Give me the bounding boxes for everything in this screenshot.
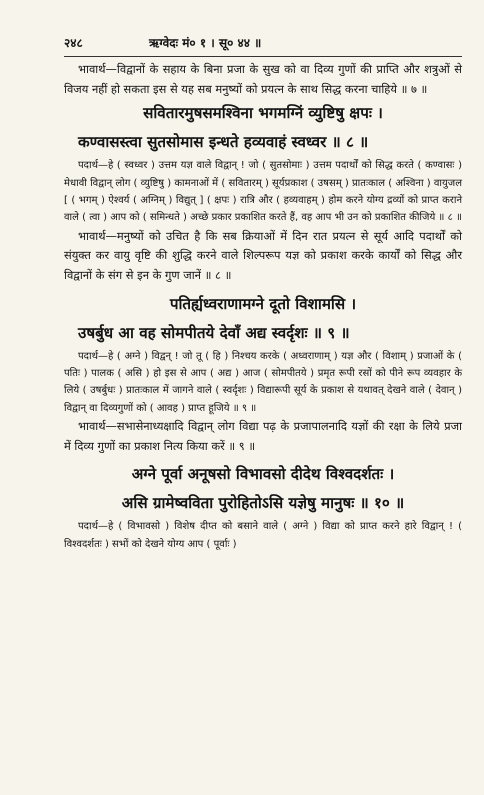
padartha-10: पदार्थ—हे ( विभावसो ) विशेष दीप्त को बसाने वाले ( अग्ने ) विद्या को प्राप्त करने हारे विद्वान् ! ( विश्वदर्शतः ) सभों को देखने योग्य आप ( पूर्वाः ) (64, 521, 462, 550)
bhavartha-8: भावार्थ—मनुष्यों को उचित है कि सब क्रियाओं में दिन रात प्रयत्न से सूर्य आदि पदार्थों को संयुक्त कर वायु वृष्टि की शुद्धि करने वाले शिल्परूप यज्ञ को प्रकाश करके कार्यों को सिद्ध और विद्वानों के संग से इन के गुण जानें ॥ ८ ॥ (64, 228, 462, 282)
verse-9-line-1: पतिर्ह्यध्वराणामग्ने दूतो विशामसि । (169, 294, 357, 313)
verse-8-line-1: सवितारमुषसमश्विना भगमग्निं व्युष्टिषु क्षपः । (143, 104, 383, 123)
verse-10-line-1: अग्ने पूर्वा अनूषसो विभावसो दीदेथ विश्वदर्शतः । (131, 465, 395, 484)
running-reference: ऋग्वेदः मं० १ । सू० ४४ ॥ (149, 36, 262, 50)
header-divider (64, 56, 462, 57)
bhavartha-7: भावार्थ—विद्वानों के सहाय के बिना प्रजा के सुख को वा दिव्य गुणों की प्राप्ति और शत्रुओं से विजय नहीं हो सकता इस से यह सब मनुष्यों को प्रयत्न के साथ सिद्ध करना चाहिये ॥ ७ ॥ (64, 62, 462, 96)
verse-9-line-2: उषर्बुध आ वह सोमपीतये देवाँ अद्य स्वर्दृशः ॥ ९ ॥ (78, 323, 350, 342)
padartha-8: पदार्थ—हे ( स्वध्वर ) उत्तम यज्ञ वाले विद्वान् ! जो ( सुतसोमाः ) उत्तम पदार्थों को सिद्ध करते ( कण्वासः ) मेधावी विद्वान् लोग ( व्युष्टिषु ) कामनाओं में ( सवितारम् ) सूर्यप्रकाश ( उषसम् ) प्रातःकाल ( अश्विना ) वायुजल [ ( भगम् ) ऐश्वर्य ( अग्निम् ) विद्युत् ] ( क्षपः ) रात्रि और ( हव्यवाहम् ) होम करने योग्य द्रव्यों को प्राप्त कराने वाले ( त्वा ) आप को ( समिन्धते ) अच्छे प्रकार प्रकाशित करते हैं, वह आप भी उन को प्रकाशित कीजिये ॥ ८ ॥ (64, 160, 462, 224)
page-number: २४८ (64, 36, 83, 50)
bhavartha-9: भावार्थ—सभासेनाध्यक्षादि विद्वान् लोग विद्या पढ़ के प्रजापालनादि यज्ञों की रक्षा के लिये प्रजा में दिव्य गुणों का प्रकाश नित्य किया करें ॥ ९ ॥ (64, 419, 462, 453)
page-header (64, 34, 462, 52)
verse-8-line-2: कण्वासस्त्वा सुतसोमास इन्धते हव्यवाहं स्वध्वर ॥ ८ ॥ (78, 133, 369, 152)
page-body (64, 60, 462, 553)
padartha-9: पदार्थ—हे ( अग्ने ) विद्वन् ! जो तू ( हि ) निश्चय करके ( अध्वराणाम् ) यज्ञ और ( विशाम् ) प्रजाओं के ( पतिः ) पालक ( असि ) हो इस से आप ( अद्य ) आज ( सोमपीतये ) प्रमृत रूपी रसों को पीने रूप व्यवहार के लिये ( उषर्बुधः ) प्रातःकाल में जागने वाले ( स्वर्दृशः ) विद्यारूपी सूर्य के प्रकाश से यथावत् देखने वाले ( देवान् ) विद्वान् वा दिव्यगुणों को ( आवह ) प्राप्त हूजिये ॥ ९ ॥ (64, 350, 462, 414)
verse-10-line-2: असि ग्रामेष्वविता पुरोहितोऽसि यज्ञेषु मानुषः ॥ १० ॥ (121, 494, 405, 513)
